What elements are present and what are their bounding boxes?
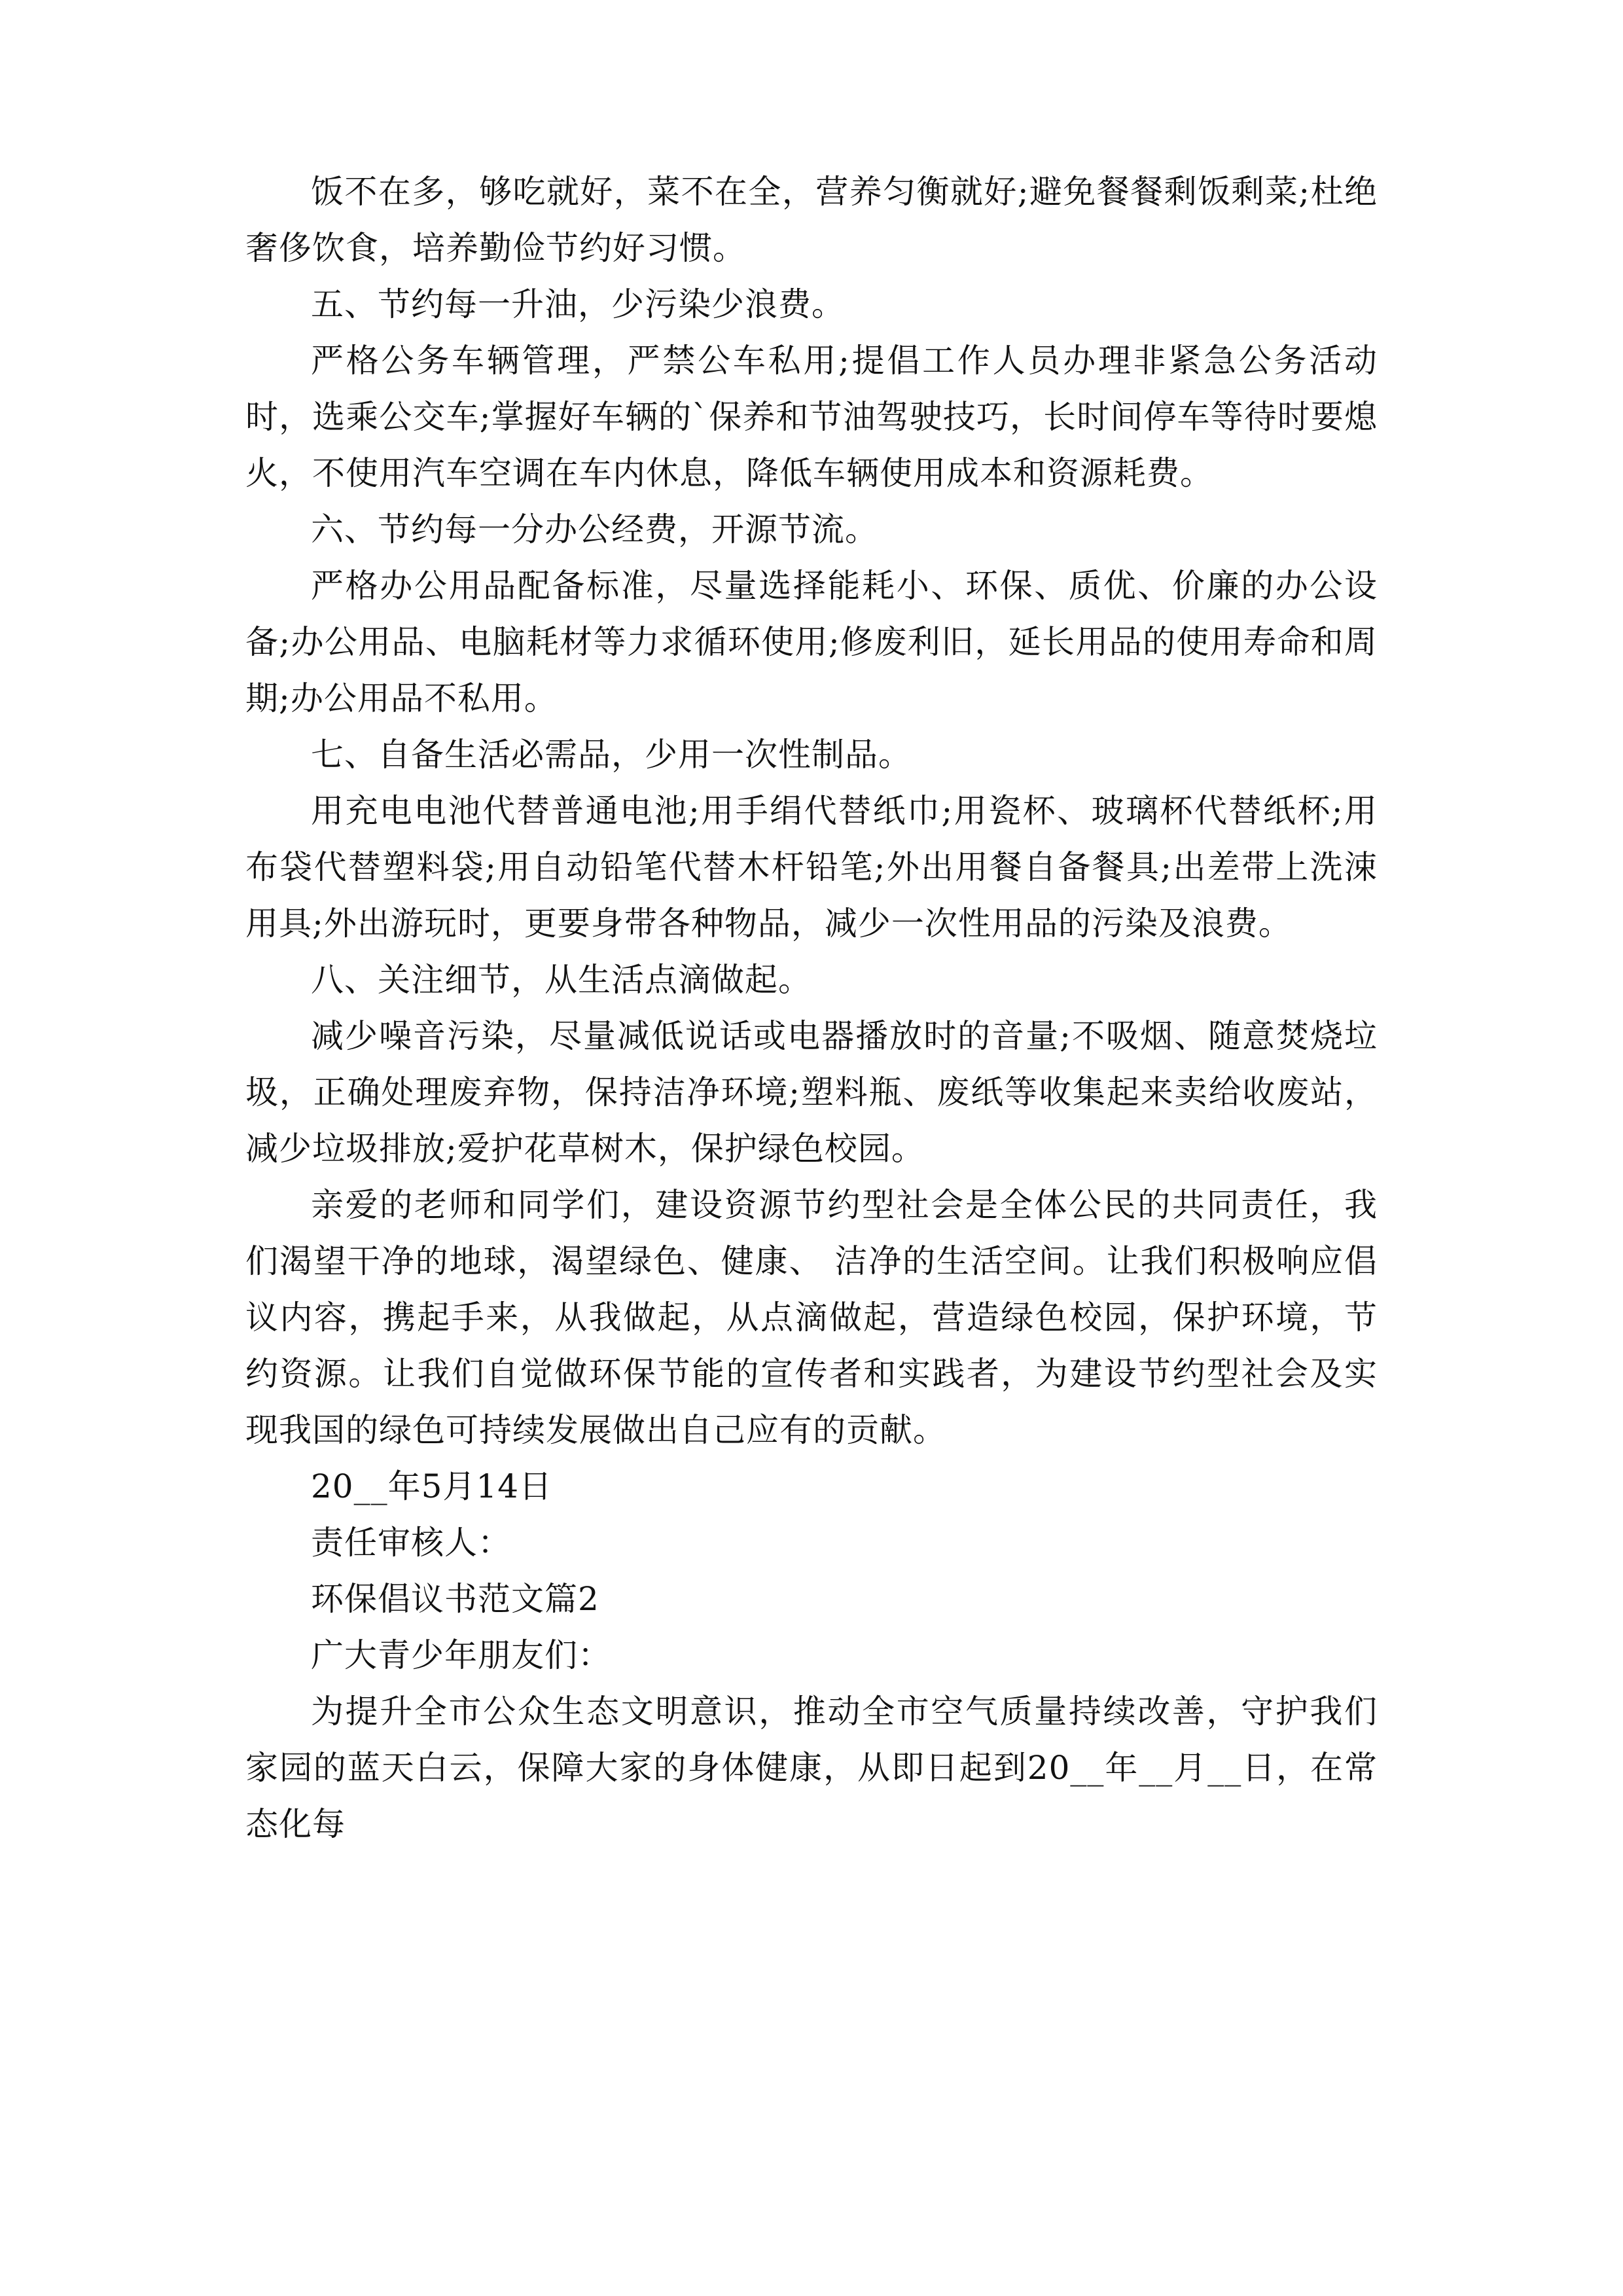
section-heading-7: 七、自备生活必需品，少用一次性制品。 <box>311 736 912 774</box>
document-page <box>245 164 1378 1852</box>
section-heading-8: 八、关注细节，从生活点滴做起。 <box>311 961 812 999</box>
section-heading-5: 五、节约每一升油，少污染少浪费。 <box>311 285 845 323</box>
reviewer-line: 责任审核人： <box>311 1524 511 1562</box>
paragraph-2: 严格公务车辆管理，严禁公车私用;提倡工作人员办理非紧急公务活动时，选乘公交车;掌握好车辆的`保养和节油驾驶技巧，长时间停车等待时要熄火，不使用汽车空调在车内休息，降低车辆使用成本和资源耗费。 <box>245 342 1378 492</box>
paragraph-3: 严格办公用品配备标准，尽量选择能耗小、环保、质优、价廉的办公设备;办公用品、电脑耗材等力求循环使用;修废利旧，延长用品的使用寿命和周期;办公用品不私用。 <box>245 567 1378 717</box>
paragraph-1: 饭不在多，够吃就好，菜不在全，营养匀衡就好;避免餐餐剩饭剩菜;杜绝奢侈饮食，培养勤俭节约好习惯。 <box>245 173 1378 267</box>
section-heading-6: 六、节约每一分办公经费，开源节流。 <box>311 511 878 548</box>
date-line: 20__年5月14日 <box>311 1467 553 1505</box>
paragraph-4: 用充电电池代替普通电池;用手绢代替纸巾;用瓷杯、玻璃杯代替纸杯;用布袋代替塑料袋;用自动铅笔代替木杆铅笔;外出用餐自备餐具;出差带上洗涑用具;外出游玩时，更要身带各种物品，减少一次性用品的污染及浪费。 <box>245 792 1378 942</box>
article-title-2: 环保倡议书范文篇2 <box>311 1580 599 1618</box>
salutation: 广大青少年朋友们： <box>311 1636 611 1674</box>
paragraph-5: 减少噪音污染，尽量减低说话或电器播放时的音量;不吸烟、随意焚烧垃圾，正确处理废弃物，保持洁净环境;塑料瓶、废纸等收集起来卖给收废站，减少垃圾排放;爱护花草树木，保护绿色校园。 <box>245 1017 1378 1168</box>
paragraph-6: 为提升全市公众生态文明意识，推动全市空气质量持续改善，守护我们家园的蓝天白云，保障大家的身体健康，从即日起到20__年__月__日，在常态化每 <box>245 1693 1378 1843</box>
closing-paragraph: 亲爱的老师和同学们，建设资源节约型社会是全体公民的共同责任，我们渴望干净的地球，渴望绿色、健康、 洁净的生活空间。让我们积极响应倡议内容，携起手来，从我做起，从点滴做起，营造绿色校园，保护环境，节约资源。让我们自觉做环保节能的宣传者和实践者，为建设节约型社会及实现我国的绿色可持续发展做出自己应有的贡献。 <box>245 1186 1378 1449</box>
